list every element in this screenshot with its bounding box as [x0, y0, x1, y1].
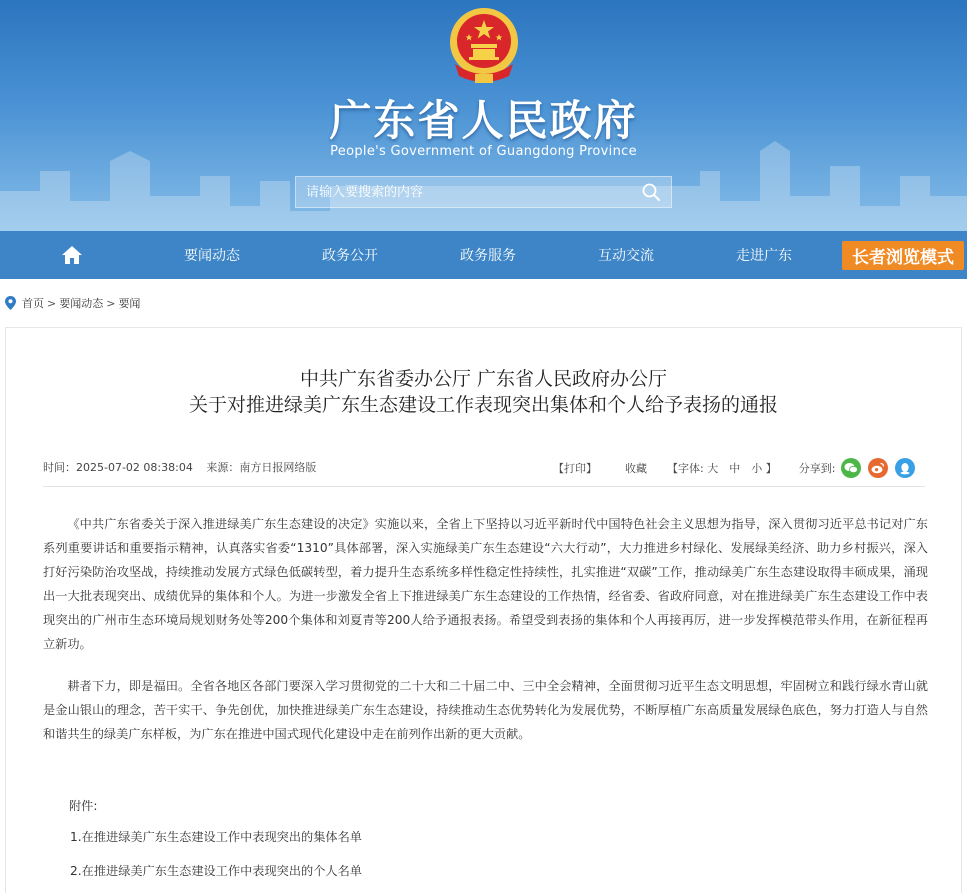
qq-icon[interactable] [895, 458, 915, 478]
article-source: 来源：南方日报网络版 [206, 461, 317, 474]
article-paragraph: 《中共广东省委关于深入推进绿美广东生态建设的决定》实施以来，全省上下坚持以习近平新时代中国特色社会主义思想为指导，深入贯彻习近平总书记对广东系列重要讲话和重要指示精神，认真落实省委“1310”具体部署，深入实施绿美广东生态建设“六大行动”，大力推进乡村绿化、发展绿美经济、助力乡村振兴，深入打好污染防治攻坚战，持续推动发展方式绿色低碳转型，着力提升生态系统多样性稳定性持续性，扎实推进“双碳”工作，推动绿美广东生态建设取得丰硕成果，涌现出一大批表现突出、成绩优异的集体和个人。为进一步激发全省上下推进绿美广东生态建设的工作热情，经省委、省政府同意，对在推进绿美广东生态建设工作中表现突出的广州市生态环境局规划财务处等200个集体和刘夏青等200人给予通报表扬。希望受到表扬的集体和个人再接再厉，进一步发挥模范带头作用，在新征程再立新功。 [43, 517, 928, 651]
search-button[interactable] [631, 177, 671, 207]
national-emblem-icon [445, 4, 523, 86]
breadcrumb-separator: > [106, 296, 116, 310]
search-box [295, 176, 672, 208]
meta-divider [43, 486, 925, 487]
publish-time: 时间：2025-07-02 08:38:04 [43, 461, 193, 474]
breadcrumb [5, 293, 140, 313]
article-paragraph: 耕者下力，即是福田。全省各地区各部门要深入学习贯彻党的二十大和二十届二中、三中全会精神，全面贯彻习近平生态文明思想，牢固树立和践行绿水青山就是金山银山的理念，苦干实干、争先创优，加快推进绿美广东生态建设，持续推动生态优势转化为发展优势，不断厚植广东高质量发展绿色底色，努力打造人与自然和谐共生的绿美广东样板，为广东在推进中国式现代化建设中走在前列作出新的更大贡献。 [43, 679, 928, 741]
weibo-icon[interactable] [868, 458, 888, 478]
article-tools [553, 458, 922, 478]
article-card [5, 327, 962, 893]
article-meta [43, 459, 326, 475]
elder-mode-button[interactable]: 长者浏览模式 [842, 241, 964, 270]
search-icon [641, 182, 661, 202]
font-size-selector[interactable]: 【字体: 大 中 小 】 [667, 462, 777, 475]
article-title-line2: 关于对推进绿美广东生态建设工作表现突出集体和个人给予表扬的通报 [188, 394, 778, 416]
print-button[interactable]: 【打印】 [553, 462, 597, 475]
breadcrumb-current[interactable]: 要闻 [118, 297, 141, 310]
nav-home-button[interactable] [0, 231, 143, 279]
location-pin-icon [5, 296, 16, 310]
nav-item-news[interactable]: 要闻动态 [184, 248, 240, 264]
attachment-link[interactable]: 2.在推进绿美广东生态建设工作中表现突出的个人名单 [70, 864, 362, 878]
breadcrumb-separator: > [47, 296, 57, 310]
nav-item-interaction[interactable]: 互动交流 [598, 248, 654, 264]
article-title-line1: 中共广东省委办公厅 广东省人民政府办公厅 [299, 368, 668, 390]
site-title: 广东省人民政府 [329, 96, 638, 145]
nav-item-about-guangdong[interactable]: 走进广东 [736, 248, 792, 264]
main-nav [0, 231, 967, 279]
attachment-link[interactable]: 1.在推进绿美广东生态建设工作中表现突出的集体名单 [70, 830, 362, 844]
favorite-button[interactable]: 收藏 [625, 462, 647, 475]
search-input[interactable] [296, 177, 626, 207]
nav-item-services[interactable]: 政务服务 [460, 248, 516, 264]
site-subtitle: People's Government of Guangdong Province [330, 144, 637, 159]
attachment-label: 附件: [69, 799, 98, 813]
nav-item-government-affairs[interactable]: 政务公开 [322, 248, 378, 264]
share-label: 分享到: [798, 462, 836, 475]
home-icon [61, 245, 83, 265]
breadcrumb-news[interactable]: 要闻动态 [59, 297, 104, 310]
wechat-icon[interactable] [841, 458, 861, 478]
breadcrumb-home[interactable]: 首页 [22, 297, 44, 310]
header-banner [0, 0, 967, 231]
